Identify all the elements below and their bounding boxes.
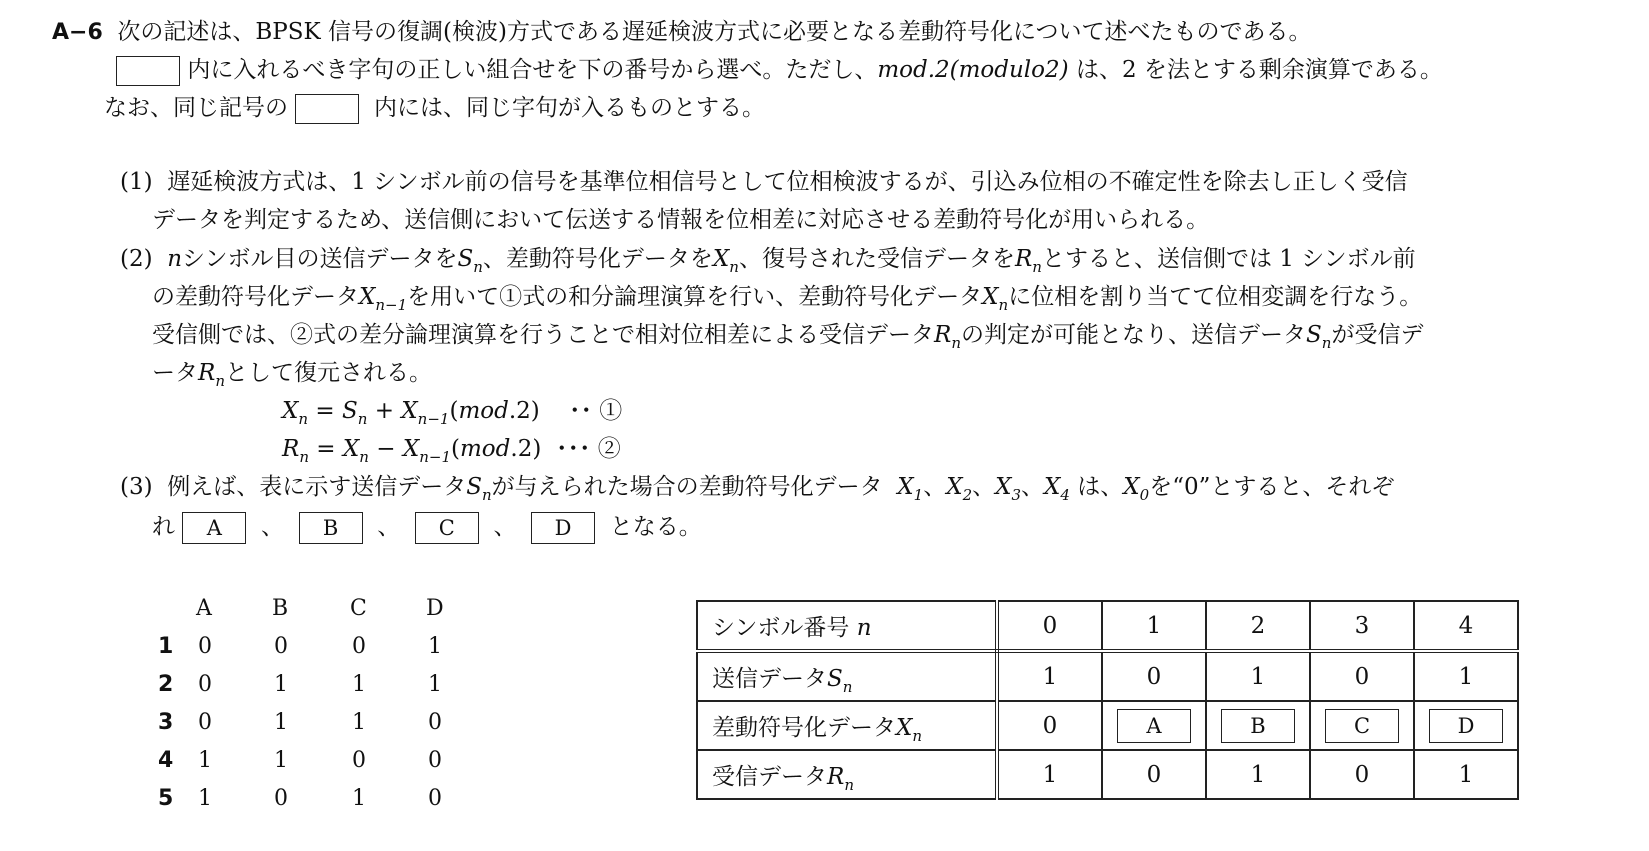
item-1-line-2: データを判定するため、送信側において伝送する情報を位相差に対応させる差動符号化が用いられる。	[152, 207, 1210, 233]
cell-box-c: C	[1325, 709, 1399, 743]
item-1-line-1: (1) 遅延検波方式は、1 シンボル前の信号を基準位相信号として位相検波するが、引込み位相の不確定性を除去し正しく受信	[120, 169, 1408, 195]
label-box-d: D	[531, 512, 595, 544]
option-number[interactable]: 2	[158, 672, 174, 697]
option-number[interactable]: 1	[158, 634, 174, 659]
label-box-c: C	[415, 512, 479, 544]
options-header-a: A	[196, 596, 212, 621]
item-3-line-2: れ A 、 B 、 C 、 D となる。	[152, 512, 702, 544]
question-intro: 次の記述は、BPSK 信号の復調(検波)方式である遅延検波方式に必要となる差動符号化について述べたものである。	[117, 19, 1312, 45]
blank-box	[295, 94, 359, 124]
cell-box-b: B	[1221, 709, 1295, 743]
options-header-d: D	[426, 596, 444, 621]
item-2-line-4: ータ$R_n$として復元される。	[152, 360, 432, 390]
question-line-2: 内に入れるべき字句の正しい組合せを下の番号から選べ。ただし、mod.2(modulo2) は、2 を法とする剰余演算である。	[116, 56, 1443, 86]
table-row: 送信データ$S_n$ 1 0 1 0 1	[697, 651, 1518, 701]
table-row: 受信データ$R_n$ 1 0 1 0 1	[697, 750, 1518, 799]
option-number[interactable]: 4	[158, 748, 174, 773]
options-header-b: B	[272, 596, 289, 621]
item-2-line-1: (2) nシンボル目の送信データを$S_n$、差動符号化データを$X_n$、復号された受信データを$R_n$とすると、送信側では 1 シンボル前	[120, 246, 1416, 276]
option-number[interactable]: 5	[158, 786, 174, 811]
label-box-b: B	[299, 512, 363, 544]
symbol-table	[696, 600, 1519, 800]
question-line-1	[52, 18, 1312, 47]
cell-box-a: A	[1117, 709, 1191, 743]
table-row: シンボル番号 n 0 1 2 3 4	[697, 601, 1518, 651]
item-3-line-1: (3) 例えば、表に示す送信データ$S_n$が与えられた場合の差動符号化データ $X_1$、$X_2$、$X_3$、$X_4$ は、$X_0$を“0”とすると、それぞ	[120, 474, 1395, 504]
question-number: A−6	[52, 20, 103, 45]
question-line-3: なお、同じ記号の 内には、同じ字句が入るものとする。	[104, 94, 765, 124]
options-header-c: C	[350, 596, 367, 621]
label-box-a: A	[182, 512, 246, 544]
blank-box	[116, 56, 180, 86]
equation-2: $R_n = X_n - X_{n-1}(mod.2)$ ･･･ ②	[282, 436, 621, 466]
item-2-line-2: の差動符号化データ$X_{n-1}$を用いて①式の和分論理演算を行い、差動符号化データ$X_n$に位相を割り当てて位相変調を行なう。	[152, 284, 1423, 314]
option-number[interactable]: 3	[158, 710, 174, 735]
item-2-line-3: 受信側では、②式の差分論理演算を行うことで相対位相差による受信データ$R_n$の判定が可能となり、送信データ$S_n$が受信デ	[152, 322, 1424, 352]
table-row: 差動符号化データ$X_n$ 0 A B C D	[697, 701, 1518, 750]
equation-1: $X_n = S_n + X_{n-1}(mod.2)$ ･･ ①	[282, 398, 623, 428]
cell-box-d: D	[1429, 709, 1503, 743]
